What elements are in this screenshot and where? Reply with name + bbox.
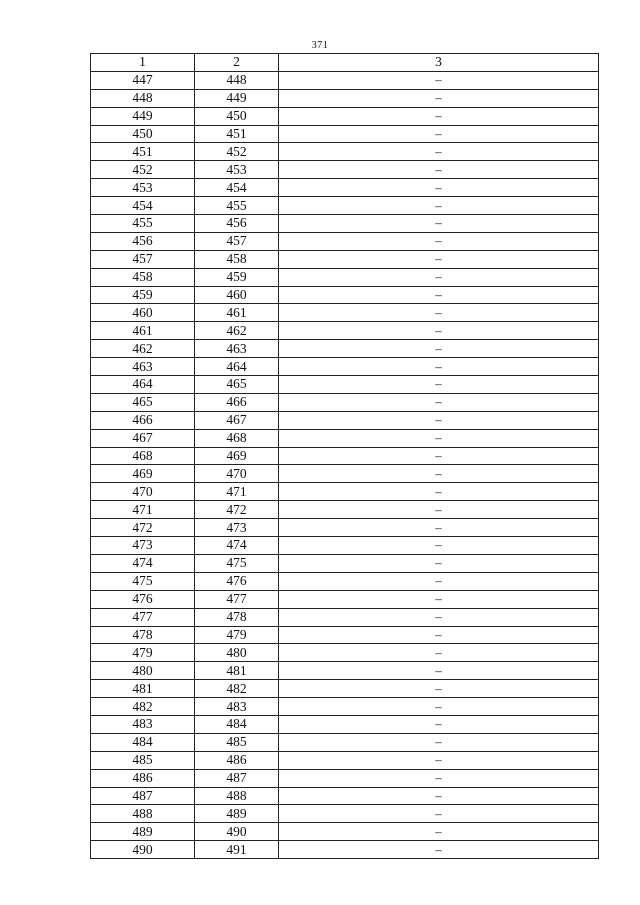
table-cell: – — [279, 715, 599, 733]
table-cell: 460 — [195, 286, 279, 304]
table-cell: 486 — [91, 769, 195, 787]
table-row — [91, 411, 599, 429]
table-cell: – — [279, 161, 599, 179]
table-cell: 490 — [91, 841, 195, 859]
table-cell: 466 — [91, 411, 195, 429]
table-cell: – — [279, 71, 599, 89]
table-row — [91, 572, 599, 590]
table-cell: – — [279, 179, 599, 197]
table-cell: 491 — [195, 841, 279, 859]
table-cell: 448 — [91, 89, 195, 107]
table-cell: 454 — [91, 197, 195, 215]
table-cell: – — [279, 107, 599, 125]
table-cell: – — [279, 250, 599, 268]
table-cell: 458 — [195, 250, 279, 268]
table-cell: 469 — [195, 447, 279, 465]
table-cell: 467 — [195, 411, 279, 429]
table-cell: – — [279, 698, 599, 716]
table-cell: 470 — [91, 483, 195, 501]
table-cell: 468 — [195, 429, 279, 447]
table-cell: – — [279, 572, 599, 590]
table-cell: – — [279, 215, 599, 233]
table-cell: 490 — [195, 823, 279, 841]
table-cell: 452 — [195, 143, 279, 161]
table-cell: 486 — [195, 751, 279, 769]
table-cell: – — [279, 644, 599, 662]
table-row — [91, 608, 599, 626]
table-row — [91, 501, 599, 519]
table-row — [91, 787, 599, 805]
table-row — [91, 215, 599, 233]
table-cell: – — [279, 751, 599, 769]
table-row — [91, 662, 599, 680]
table-cell: – — [279, 429, 599, 447]
table-cell: – — [279, 554, 599, 572]
table-cell: 479 — [91, 644, 195, 662]
table-cell: 464 — [91, 376, 195, 394]
table-cell: – — [279, 286, 599, 304]
table-cell: 453 — [195, 161, 279, 179]
table-cell: 459 — [91, 286, 195, 304]
table-cell: 482 — [91, 698, 195, 716]
table-cell: – — [279, 465, 599, 483]
table-cell: 463 — [195, 340, 279, 358]
table-cell: – — [279, 322, 599, 340]
table-row — [91, 376, 599, 394]
table-cell: – — [279, 823, 599, 841]
table-row — [91, 537, 599, 555]
page-number: 371 — [311, 40, 329, 51]
table-cell: 462 — [91, 340, 195, 358]
table-cell: 481 — [91, 680, 195, 698]
table-cell: 482 — [195, 680, 279, 698]
table-cell: 485 — [91, 751, 195, 769]
table-row — [91, 644, 599, 662]
table-cell: 455 — [195, 197, 279, 215]
column-header: 3 — [279, 54, 599, 72]
table-cell: 469 — [91, 465, 195, 483]
table-row — [91, 322, 599, 340]
table-cell: 472 — [195, 501, 279, 519]
table-row — [91, 554, 599, 572]
table-cell: – — [279, 411, 599, 429]
column-header: 2 — [195, 54, 279, 72]
table-cell: 449 — [195, 89, 279, 107]
table-cell: – — [279, 376, 599, 394]
table-cell: – — [279, 304, 599, 322]
table-cell: – — [279, 340, 599, 358]
table-cell: 483 — [195, 698, 279, 716]
table-cell: – — [279, 662, 599, 680]
table-cell: 455 — [91, 215, 195, 233]
table-cell: 478 — [195, 608, 279, 626]
table-row — [91, 268, 599, 286]
table-cell: 463 — [91, 358, 195, 376]
table-row — [91, 358, 599, 376]
table-cell: 459 — [195, 268, 279, 286]
table-cell: 447 — [91, 71, 195, 89]
table-row — [91, 751, 599, 769]
table-row — [91, 805, 599, 823]
table-row — [91, 286, 599, 304]
table-cell: 460 — [91, 304, 195, 322]
table-cell: 473 — [195, 519, 279, 537]
table-row — [91, 841, 599, 859]
table-row — [91, 590, 599, 608]
table-cell: – — [279, 590, 599, 608]
table-cell: 488 — [91, 805, 195, 823]
table-cell: – — [279, 519, 599, 537]
table-row — [91, 715, 599, 733]
table-row — [91, 465, 599, 483]
table-cell: 457 — [91, 250, 195, 268]
table-cell: 485 — [195, 733, 279, 751]
table-cell: – — [279, 89, 599, 107]
table-row — [91, 483, 599, 501]
table-cell: – — [279, 626, 599, 644]
table-cell: 468 — [91, 447, 195, 465]
table-row — [91, 197, 599, 215]
table-row — [91, 161, 599, 179]
table-cell: – — [279, 483, 599, 501]
table-cell: 473 — [91, 537, 195, 555]
table-row — [91, 250, 599, 268]
table-cell: 471 — [195, 483, 279, 501]
table-cell: – — [279, 769, 599, 787]
table-cell: 474 — [91, 554, 195, 572]
table-cell: 480 — [195, 644, 279, 662]
header-row — [91, 54, 599, 72]
table-cell: – — [279, 447, 599, 465]
table-cell: 470 — [195, 465, 279, 483]
table-cell: 462 — [195, 322, 279, 340]
table-cell: 465 — [91, 393, 195, 411]
table-cell: – — [279, 608, 599, 626]
table-cell: 466 — [195, 393, 279, 411]
table-cell: 465 — [195, 376, 279, 394]
table-cell: 461 — [195, 304, 279, 322]
table-row — [91, 125, 599, 143]
table-cell: 448 — [195, 71, 279, 89]
table-row — [91, 71, 599, 89]
table-cell: – — [279, 537, 599, 555]
table-cell: – — [279, 501, 599, 519]
table-cell: 476 — [91, 590, 195, 608]
table-cell: – — [279, 143, 599, 161]
table-cell: 484 — [91, 733, 195, 751]
table-cell: 476 — [195, 572, 279, 590]
table-cell: 461 — [91, 322, 195, 340]
table-cell: – — [279, 393, 599, 411]
table-row — [91, 107, 599, 125]
table-cell: – — [279, 197, 599, 215]
table-cell: 450 — [195, 107, 279, 125]
table-row — [91, 429, 599, 447]
table-cell: 457 — [195, 232, 279, 250]
table-cell: 487 — [91, 787, 195, 805]
table-row — [91, 304, 599, 322]
table-cell: 489 — [91, 823, 195, 841]
table-cell: 478 — [91, 626, 195, 644]
table-row — [91, 232, 599, 250]
table-cell: 487 — [195, 769, 279, 787]
table-cell: 480 — [91, 662, 195, 680]
table-cell: 489 — [195, 805, 279, 823]
table-cell: 456 — [195, 215, 279, 233]
table-body — [91, 71, 599, 858]
table-cell: 451 — [195, 125, 279, 143]
table-cell: – — [279, 232, 599, 250]
table-cell: – — [279, 733, 599, 751]
table-cell: 474 — [195, 537, 279, 555]
table-cell: 456 — [91, 232, 195, 250]
table-cell: 458 — [91, 268, 195, 286]
table-cell: 464 — [195, 358, 279, 376]
table-cell: 481 — [195, 662, 279, 680]
document-table — [90, 53, 599, 859]
table-cell: – — [279, 358, 599, 376]
table-cell: 449 — [91, 107, 195, 125]
table-cell: 453 — [91, 179, 195, 197]
table-cell: 454 — [195, 179, 279, 197]
table-row — [91, 143, 599, 161]
table-cell: – — [279, 680, 599, 698]
table-cell: 475 — [91, 572, 195, 590]
table-row — [91, 519, 599, 537]
table-cell: 484 — [195, 715, 279, 733]
table-cell: 477 — [195, 590, 279, 608]
table-cell: 472 — [91, 519, 195, 537]
table-cell: 467 — [91, 429, 195, 447]
table-cell: 475 — [195, 554, 279, 572]
table-row — [91, 179, 599, 197]
table-row — [91, 626, 599, 644]
table-row — [91, 340, 599, 358]
table-row — [91, 89, 599, 107]
table-row — [91, 447, 599, 465]
table-cell: 450 — [91, 125, 195, 143]
table-row — [91, 823, 599, 841]
table-header — [91, 54, 599, 72]
table-row — [91, 698, 599, 716]
table-cell: – — [279, 787, 599, 805]
table-row — [91, 769, 599, 787]
table-cell: 479 — [195, 626, 279, 644]
table-cell: 471 — [91, 501, 195, 519]
table-cell: 483 — [91, 715, 195, 733]
table-cell: 477 — [91, 608, 195, 626]
table-cell: 488 — [195, 787, 279, 805]
table-row — [91, 680, 599, 698]
table-cell: – — [279, 125, 599, 143]
table-cell: 451 — [91, 143, 195, 161]
table-cell: – — [279, 268, 599, 286]
column-header: 1 — [91, 54, 195, 72]
table-cell: – — [279, 805, 599, 823]
table-cell: – — [279, 841, 599, 859]
table-row — [91, 393, 599, 411]
table-cell: 452 — [91, 161, 195, 179]
table-row — [91, 733, 599, 751]
